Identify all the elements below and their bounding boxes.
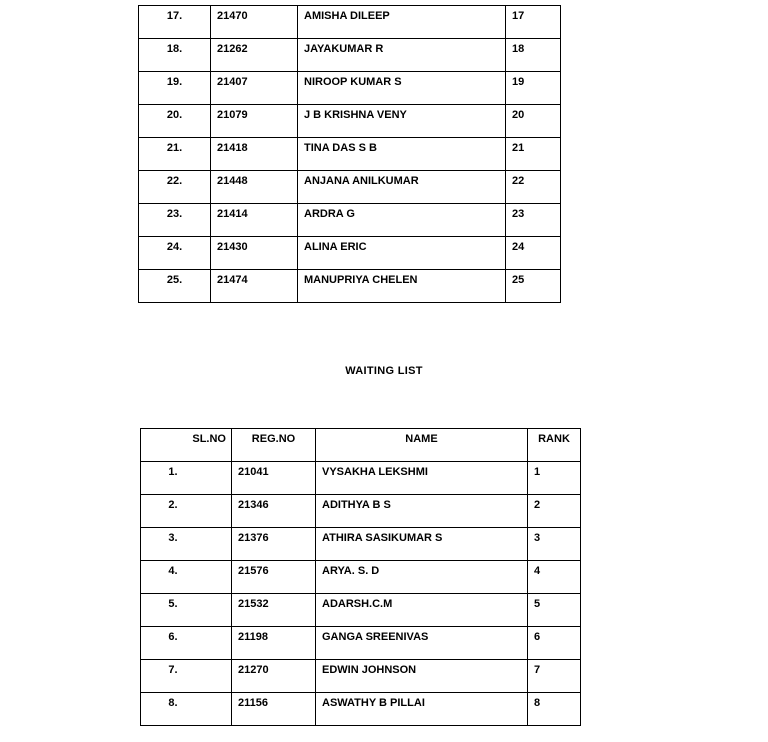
- table-cell: 5: [528, 594, 581, 627]
- table-cell: ADARSH.C.M: [316, 594, 528, 627]
- table-cell: 20.: [139, 105, 211, 138]
- table-cell: 24.: [139, 237, 211, 270]
- table-cell: 7.: [141, 660, 232, 693]
- table-cell: 2: [528, 495, 581, 528]
- waiting-list-table-header: [141, 429, 581, 462]
- table-cell: 23: [506, 204, 561, 237]
- table-cell: ATHIRA SASIKUMAR S: [316, 528, 528, 561]
- table-cell: 21156: [232, 693, 316, 726]
- table-cell: 21041: [232, 462, 316, 495]
- table-cell: 21532: [232, 594, 316, 627]
- table-row: [141, 462, 581, 495]
- table-cell: 21262: [211, 39, 298, 72]
- table-cell: 1.: [141, 462, 232, 495]
- table-row: [139, 39, 561, 72]
- table-cell: 7: [528, 660, 581, 693]
- table-cell: 21448: [211, 171, 298, 204]
- table-row: [139, 105, 561, 138]
- table-cell: 21376: [232, 528, 316, 561]
- table-cell: 18: [506, 39, 561, 72]
- table-row: [141, 627, 581, 660]
- table-cell: GANGA SREENIVAS: [316, 627, 528, 660]
- table-cell: 21: [506, 138, 561, 171]
- table-cell: 2.: [141, 495, 232, 528]
- table-row: [141, 495, 581, 528]
- table-cell: 21079: [211, 105, 298, 138]
- table-cell: 1: [528, 462, 581, 495]
- table-cell: 21198: [232, 627, 316, 660]
- table-cell: 21430: [211, 237, 298, 270]
- table-cell: 17.: [139, 6, 211, 39]
- table-cell: AMISHA DILEEP: [298, 6, 506, 39]
- table-cell: 21470: [211, 6, 298, 39]
- table-cell: 5.: [141, 594, 232, 627]
- table-cell: 4.: [141, 561, 232, 594]
- table-cell: ASWATHY B PILLAI: [316, 693, 528, 726]
- table-cell: 22: [506, 171, 561, 204]
- table-cell: 18.: [139, 39, 211, 72]
- column-header-name: NAME: [316, 429, 528, 462]
- table-cell: 20: [506, 105, 561, 138]
- table-cell: 21270: [232, 660, 316, 693]
- table-row: [139, 270, 561, 303]
- table-row: [139, 72, 561, 105]
- table-row: [139, 204, 561, 237]
- column-header-regno: REG.NO: [232, 429, 316, 462]
- table-cell: 23.: [139, 204, 211, 237]
- table-row: [141, 561, 581, 594]
- table-cell: 21414: [211, 204, 298, 237]
- table-row: [141, 528, 581, 561]
- table-cell: 21474: [211, 270, 298, 303]
- table-cell: MANUPRIYA CHELEN: [298, 270, 506, 303]
- table-cell: ALINA ERIC: [298, 237, 506, 270]
- waiting-list-table-body: [141, 462, 581, 726]
- table-cell: 21346: [232, 495, 316, 528]
- table-row: [139, 6, 561, 39]
- waiting-list-table: [140, 428, 581, 726]
- table-row: [141, 594, 581, 627]
- table-cell: 19: [506, 72, 561, 105]
- column-header-slno: SL.NO: [141, 429, 232, 462]
- table-cell: 6.: [141, 627, 232, 660]
- table-cell: ARDRA G: [298, 204, 506, 237]
- waiting-list-title: WAITING LIST: [345, 365, 423, 377]
- header-row: [141, 429, 581, 462]
- table-cell: 24: [506, 237, 561, 270]
- table-row: [139, 138, 561, 171]
- table-row: [139, 237, 561, 270]
- rank-list-table-body: [139, 6, 561, 303]
- table-row: [139, 171, 561, 204]
- table-cell: 8: [528, 693, 581, 726]
- table-row: [141, 693, 581, 726]
- table-cell: 22.: [139, 171, 211, 204]
- table-cell: NIROOP KUMAR S: [298, 72, 506, 105]
- table-cell: 25: [506, 270, 561, 303]
- table-row: [141, 660, 581, 693]
- table-cell: 19.: [139, 72, 211, 105]
- table-cell: ANJANA ANILKUMAR: [298, 171, 506, 204]
- table-cell: 17: [506, 6, 561, 39]
- table-cell: EDWIN JOHNSON: [316, 660, 528, 693]
- table-cell: TINA DAS S B: [298, 138, 506, 171]
- table-cell: 3.: [141, 528, 232, 561]
- column-header-rank: RANK: [528, 429, 581, 462]
- table-cell: 25.: [139, 270, 211, 303]
- table-cell: ARYA. S. D: [316, 561, 528, 594]
- table-cell: 21407: [211, 72, 298, 105]
- table-cell: J B KRISHNA VENY: [298, 105, 506, 138]
- rank-list-table: [138, 5, 561, 303]
- table-cell: 4: [528, 561, 581, 594]
- table-cell: ADITHYA B S: [316, 495, 528, 528]
- table-cell: 3: [528, 528, 581, 561]
- table-cell: 21.: [139, 138, 211, 171]
- table-cell: 21418: [211, 138, 298, 171]
- table-cell: 6: [528, 627, 581, 660]
- table-cell: 8.: [141, 693, 232, 726]
- table-cell: VYSAKHA LEKSHMI: [316, 462, 528, 495]
- table-cell: JAYAKUMAR R: [298, 39, 506, 72]
- table-cell: 21576: [232, 561, 316, 594]
